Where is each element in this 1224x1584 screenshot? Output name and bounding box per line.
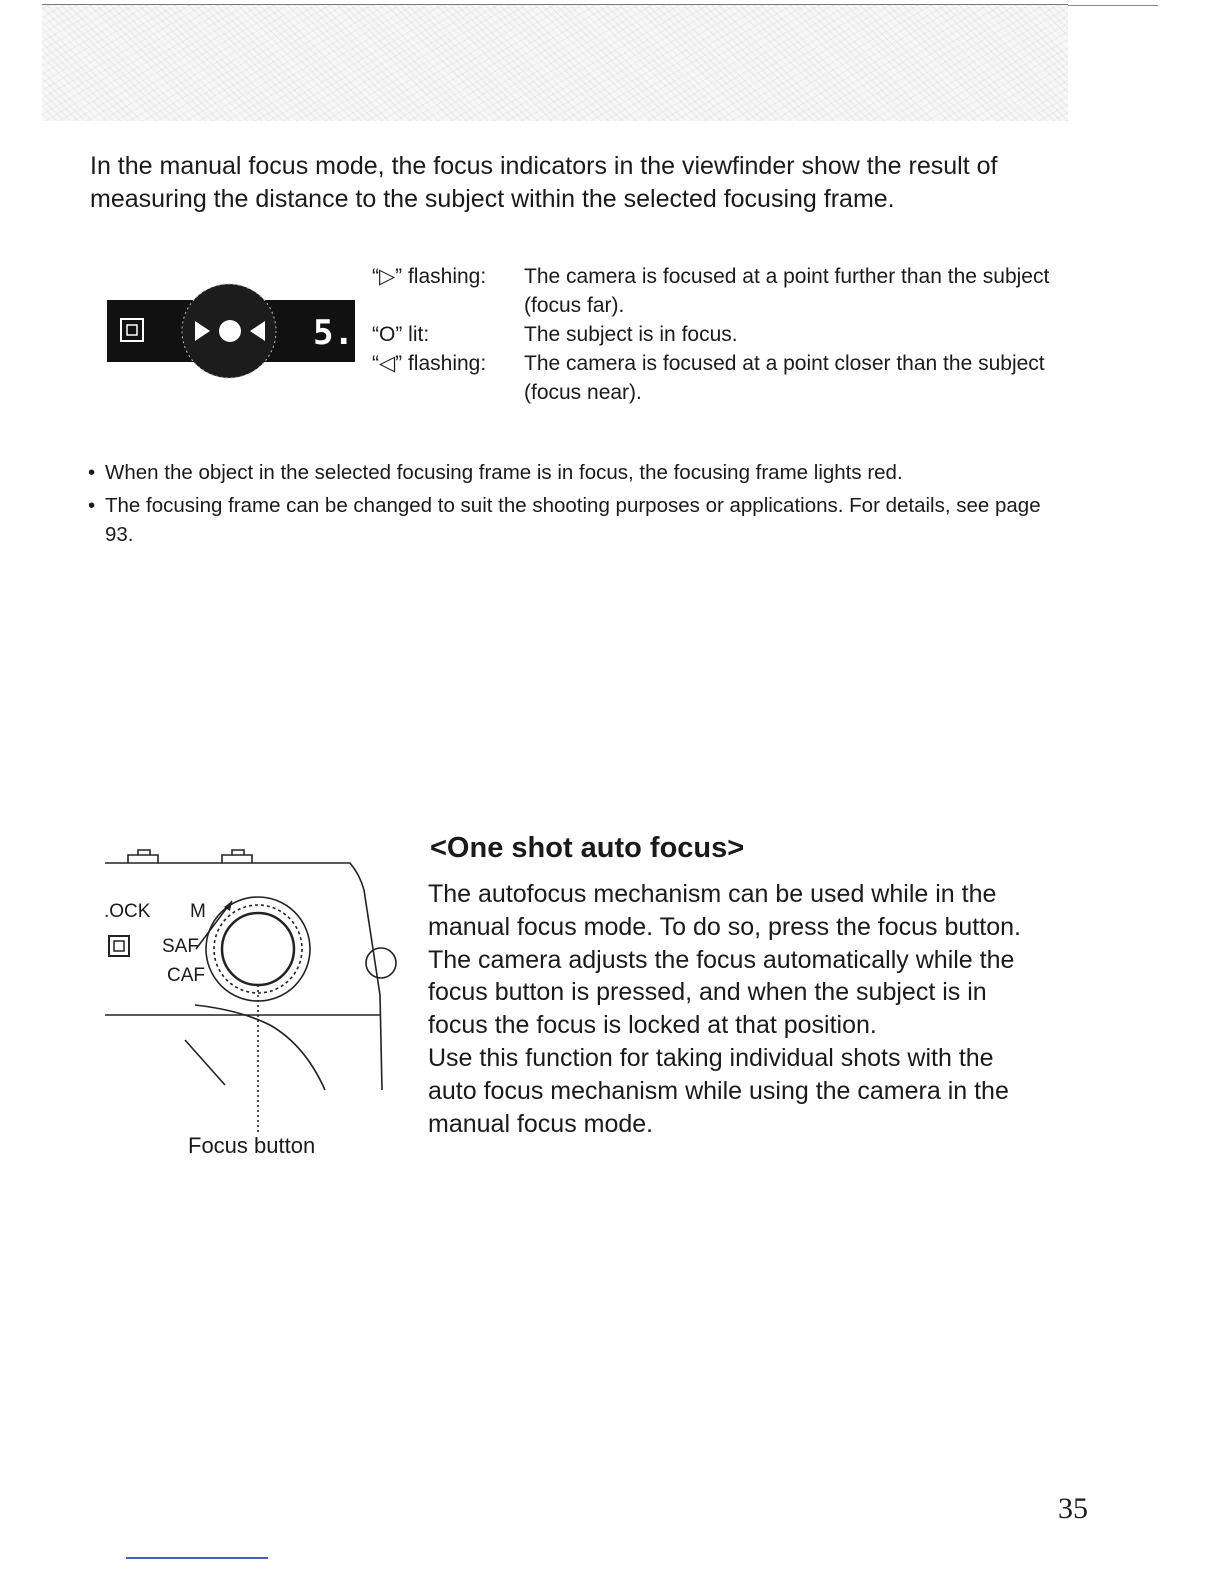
indicator-key: “◁” flashing:	[372, 352, 487, 375]
camera-top-button	[128, 855, 158, 863]
camera-top-button	[222, 855, 252, 863]
indicator-row	[372, 262, 1052, 320]
saf-label: SAF	[162, 936, 199, 957]
lock-label: .OCK	[104, 901, 151, 922]
diagram-caption: Focus button	[188, 1133, 316, 1158]
indicator-desc: The camera is focused at a point further than the subject (focus far).	[524, 265, 1050, 317]
mode-dial-inner	[222, 913, 294, 985]
note-item: • The focusing frame can be changed to suit the shooting purposes or applications. For details, see page 93.	[88, 491, 1048, 549]
lens-line	[185, 1040, 225, 1085]
header-band	[42, 4, 1068, 121]
indicator-row	[372, 320, 1052, 349]
page-number: 35	[1058, 1492, 1088, 1525]
focus-indicator-list	[372, 262, 1052, 407]
section-heading: <One shot auto focus>	[430, 832, 745, 864]
camera-body-outline	[105, 863, 382, 1090]
notes-list	[88, 458, 1048, 553]
in-focus-dot-icon	[219, 320, 241, 342]
caf-label: CAF	[167, 965, 205, 986]
indicator-desc: The camera is focused at a point closer than the subject (focus near).	[524, 352, 1045, 404]
indicator-row	[372, 349, 1052, 407]
note-item: • When the object in the selected focusing frame is in focus, the focusing frame lights red.	[88, 458, 1048, 487]
focus-button-shape	[366, 948, 396, 978]
footer-rule	[126, 1557, 268, 1559]
indicator-key: “O” lit:	[372, 323, 430, 346]
intro-paragraph: In the manual focus mode, the focus indicators in the viewfinder show the result of measuring the distance to the subject within the selected focusing frame.	[90, 152, 998, 213]
camera-top-diagram	[100, 845, 420, 1145]
indicator-key: “▷” flashing:	[372, 265, 487, 288]
frame-mode-icon	[109, 936, 129, 956]
manual-mode-label: M	[190, 901, 206, 922]
section-body: The autofocus mechanism can be used while in the manual focus mode. To do so, press the focus button. The camera adjusts the focus automatically while the focus button is pressed, and when the subject is in focus the focus is locked at that position. Use this function for taking individual shots with the auto focus mechanism while using the camera in the manual focus mode.	[428, 880, 1021, 1138]
indicator-desc: The subject is in focus.	[524, 323, 738, 346]
viewfinder-display	[107, 286, 375, 376]
aperture-readout: 5.5	[313, 313, 375, 353]
